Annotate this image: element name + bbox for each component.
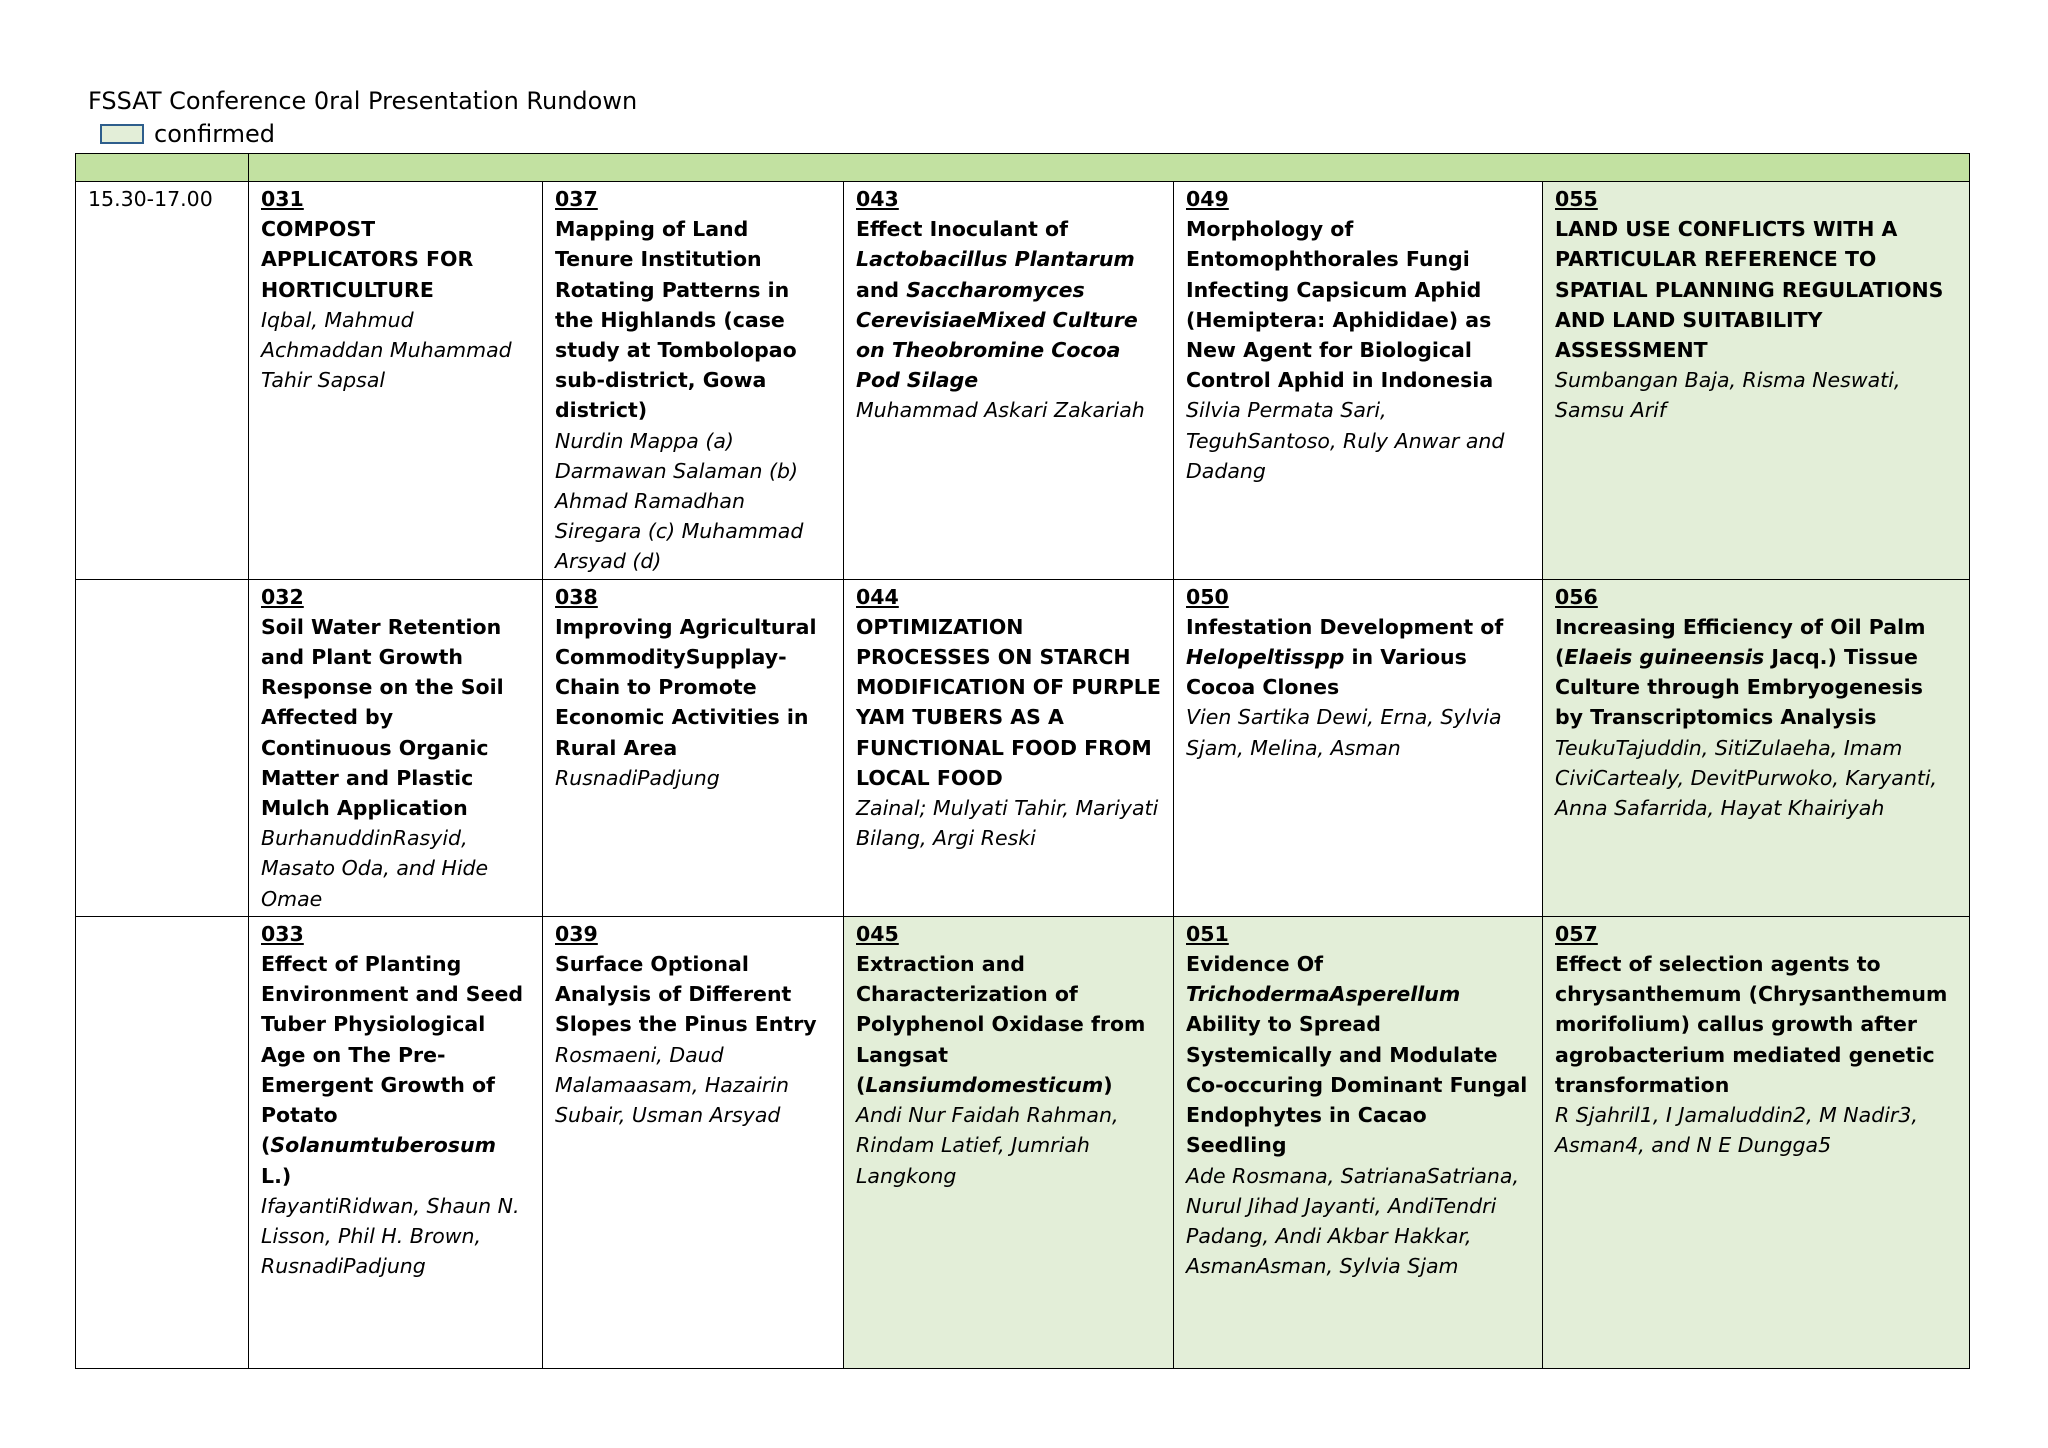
paper-code: 038 bbox=[555, 584, 598, 609]
paper-cell bbox=[844, 579, 1174, 916]
time-slot-empty bbox=[76, 579, 249, 916]
paper-code: 057 bbox=[1555, 921, 1598, 946]
paper-authors: Iqbal, Mahmud Achmaddan Muhammad Tahir Sapsal bbox=[261, 307, 512, 393]
paper-cell-confirmed bbox=[844, 916, 1174, 1368]
paper-code: 044 bbox=[856, 584, 899, 609]
paper-code: 045 bbox=[856, 921, 899, 946]
legend-swatch bbox=[100, 124, 144, 144]
paper-cell-confirmed bbox=[1543, 579, 1970, 916]
paper-title: OPTIMIZATION PROCESSES ON STARCH MODIFICATION OF PURPLE YAM TUBERS AS A FUNCTIONAL FOOD FROM LOCAL FOOD bbox=[856, 614, 1161, 790]
paper-cell-confirmed bbox=[1543, 916, 1970, 1368]
paper-code: 031 bbox=[261, 187, 304, 211]
paper-title: Morphology of Entomophthorales Fungi Infecting Capsicum Aphid (Hemiptera: Aphididae) as New Agent for Biological Control Aphid in Indonesia bbox=[1186, 217, 1494, 393]
paper-authors: Sumbangan Baja, Risma Neswati, Samsu Arif bbox=[1555, 368, 1901, 423]
paper-title: Effect Inoculant of Lactobacillus Plantarum and Saccharomyces CerevisiaeMixed Culture on Theobromine Cocoa Pod Silage bbox=[856, 217, 1138, 393]
paper-code: 056 bbox=[1555, 584, 1598, 609]
paper-authors: RusnadiPadjung bbox=[555, 765, 720, 790]
paper-code: 033 bbox=[261, 921, 304, 946]
time-slot: 15.30-17.00 bbox=[76, 182, 249, 580]
paper-cell bbox=[249, 182, 543, 580]
rundown-table bbox=[75, 153, 1970, 1369]
paper-title: Surface Optional Analysis of Different Slopes the Pinus Entry bbox=[555, 952, 817, 1037]
paper-authors: Andi Nur Faidah Rahman, Rindam Latief, Jumriah Langkong bbox=[856, 1103, 1119, 1188]
session-row bbox=[76, 579, 1970, 916]
paper-title: Evidence Of TrichodermaAsperellum Ability to Spread Systemically and Modulate Co-occuring Dominant Fungal Endophytes in Cacao Seedling bbox=[1186, 952, 1528, 1158]
paper-cell bbox=[543, 579, 844, 916]
paper-title: Mapping of Land Tenure Institution Rotating Patterns in the Highlands (case study at Tombolopao sub-district, Gowa district) bbox=[555, 217, 797, 423]
paper-authors: Zainal; Mulyati Tahir, Mariyati Bilang, Argi Reski bbox=[856, 796, 1159, 851]
paper-authors: TeukuTajuddin, SitiZulaeha, Imam CiviCartealy, DevitPurwoko, Karyanti, Anna Safarrida, Hayat Khairiyah bbox=[1555, 735, 1938, 821]
paper-code: 055 bbox=[1555, 187, 1598, 211]
page-title: FSSAT Conference 0ral Presentation Rundown bbox=[88, 87, 638, 115]
paper-title: Improving Agricultural CommoditySupplay-Chain to Promote Economic Activities in Rural Area bbox=[555, 614, 817, 760]
paper-code: 032 bbox=[261, 584, 304, 609]
header-band-cell bbox=[249, 154, 1970, 182]
paper-authors: Vien Sartika Dewi, Erna, Sylvia Sjam, Melina, Asman bbox=[1186, 705, 1502, 760]
paper-code: 039 bbox=[555, 921, 598, 946]
paper-authors: Silvia Permata Sari, TeguhSantoso, Ruly Anwar and Dadang bbox=[1186, 398, 1505, 483]
session-row bbox=[76, 916, 1970, 1368]
paper-authors: Ade Rosmana, SatrianaSatriana, Nurul Jihad Jayanti, AndiTendri Padang, Andi Akbar Hakkar, AsmanAsman, Sylvia Sjam bbox=[1186, 1163, 1519, 1279]
paper-code: 049 bbox=[1186, 187, 1229, 211]
paper-code: 037 bbox=[555, 187, 598, 211]
paper-cell-confirmed bbox=[1174, 916, 1543, 1368]
time-slot-empty bbox=[76, 916, 249, 1368]
paper-authors: Muhammad Askari Zakariah bbox=[856, 398, 1145, 423]
paper-authors: Nurdin Mappa (a) Darmawan Salaman (b) Ahmad Ramadhan Siregara (c) Muhammad Arsyad (d) bbox=[555, 428, 804, 574]
paper-cell-confirmed bbox=[1543, 182, 1970, 580]
paper-title: Infestation Development of Helopeltisspp in Various Cocoa Clones bbox=[1186, 614, 1504, 700]
paper-title: COMPOST APPLICATORS FOR HORTICULTURE bbox=[261, 217, 474, 302]
paper-cell bbox=[543, 182, 844, 580]
paper-authors: Rosmaeni, Daud Malamaasam, Hazairin Subair, Usman Arsyad bbox=[555, 1042, 789, 1128]
paper-cell bbox=[844, 182, 1174, 580]
paper-code: 051 bbox=[1186, 921, 1229, 946]
paper-cell bbox=[543, 916, 844, 1368]
paper-authors: BurhanuddinRasyid, Masato Oda, and Hide Omae bbox=[261, 826, 489, 911]
paper-cell bbox=[1174, 579, 1543, 916]
paper-code: 050 bbox=[1186, 584, 1229, 609]
session-row bbox=[76, 182, 1970, 580]
paper-title: Increasing Efficiency of Oil Palm (Elaeis guineensis Jacq.) Tissue Culture through Embryogenesis by Transcriptomics Analysis bbox=[1555, 614, 1926, 730]
paper-title: Effect of Planting Environment and Seed Tuber Physiological Age on The Pre-Emergent Growth of Potato (Solanumtuberosum L.) bbox=[261, 952, 524, 1188]
paper-cell bbox=[249, 579, 543, 916]
header-band-cell bbox=[76, 154, 249, 182]
paper-cell bbox=[249, 916, 543, 1368]
legend bbox=[100, 120, 275, 148]
paper-authors: IfayantiRidwan, Shaun N. Lisson, Phil H. Brown, RusnadiPadjung bbox=[261, 1193, 520, 1279]
paper-code: 043 bbox=[856, 187, 899, 211]
paper-title: LAND USE CONFLICTS WITH A PARTICULAR REFERENCE TO SPATIAL PLANNING REGULATIONS AND LAND SUITABILITY ASSESSMENT bbox=[1555, 217, 1944, 363]
paper-title: Effect of selection agents to chrysanthemum (Chrysanthemum morifolium) callus growth after agrobacterium mediated genetic transformation bbox=[1555, 952, 1948, 1097]
header-band-row bbox=[76, 154, 1970, 182]
paper-title: Extraction and Characterization of Polyphenol Oxidase from Langsat (Lansiumdomesticum) bbox=[856, 952, 1146, 1097]
legend-label: confirmed bbox=[154, 120, 276, 148]
paper-title: Soil Water Retention and Plant Growth Response on the Soil Affected by Continuous Organic Matter and Plastic Mulch Application bbox=[261, 614, 504, 821]
paper-cell bbox=[1174, 182, 1543, 580]
paper-authors: R Sjahril1, I Jamaluddin2, M Nadir3, Asman4, and N E Dungga5 bbox=[1555, 1103, 1918, 1158]
